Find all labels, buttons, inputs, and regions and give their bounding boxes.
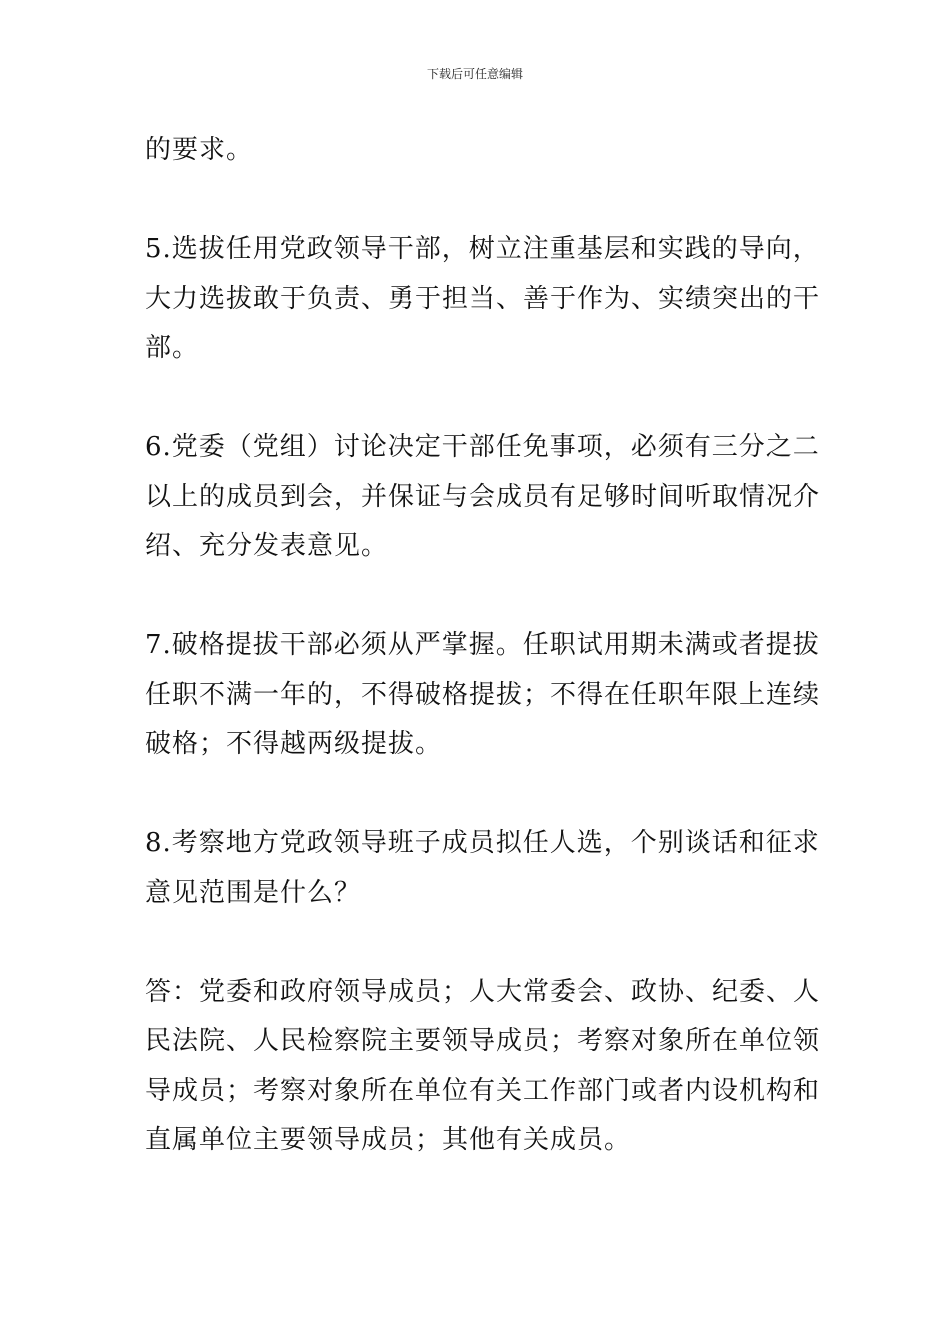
- paragraph-line: 部。: [145, 333, 200, 363]
- paragraph-line: 意见范围是什么？: [145, 877, 362, 908]
- paragraph-line: 5.选拔任用党政领导干部，树立注重基层和实践的导向，: [145, 234, 820, 264]
- paragraph-line: 绍、充分发表意见。: [145, 531, 389, 561]
- paragraph-line: 7.破格提拔干部必须从严掌握。任职试用期未满或者提拔: [145, 630, 820, 660]
- paragraph-item-5: [145, 225, 821, 374]
- paragraph-line: 答：党委和政府领导成员；人大常委会、政协、纪委、人: [145, 976, 821, 1007]
- page-header-note: 下载后可任意编辑: [426, 67, 523, 81]
- paragraph-line: 6.党委（党组）讨论决定干部任免事项，必须有三分之二: [145, 432, 820, 462]
- paragraph-item-7: [145, 621, 821, 770]
- paragraph-item-6: [145, 423, 821, 572]
- paragraph-line: 的要求。: [145, 135, 254, 165]
- paragraph-line: 民法院、人民检察院主要领导成员；考察对象所在单位领: [145, 1026, 821, 1056]
- paragraph-continuation: [145, 126, 807, 176]
- paragraph-line: 导成员；考察对象所在单位有关工作部门或者内设机构和: [145, 1075, 821, 1106]
- paragraph-line: 直属单位主要领导成员；其他有关成员。: [145, 1125, 632, 1155]
- paragraph-item-8: [145, 819, 820, 918]
- paragraph-line: 任职不满一年的，不得破格提拔；不得在任职年限上连续: [145, 679, 821, 710]
- paragraph-line: 以上的成员到会，并保证与会成员有足够时间听取情况介: [145, 481, 821, 512]
- paragraph-line: 大力选拔敢于负责、勇于担当、善于作为、实绩突出的干: [145, 283, 821, 314]
- paragraph-line: 8.考察地方党政领导班子成员拟任人选，个别谈话和征求: [145, 828, 820, 858]
- paragraph-line: 破格；不得越两级提拔。: [145, 729, 443, 759]
- paragraph-answer: [145, 968, 821, 1166]
- document-body: [145, 126, 821, 1215]
